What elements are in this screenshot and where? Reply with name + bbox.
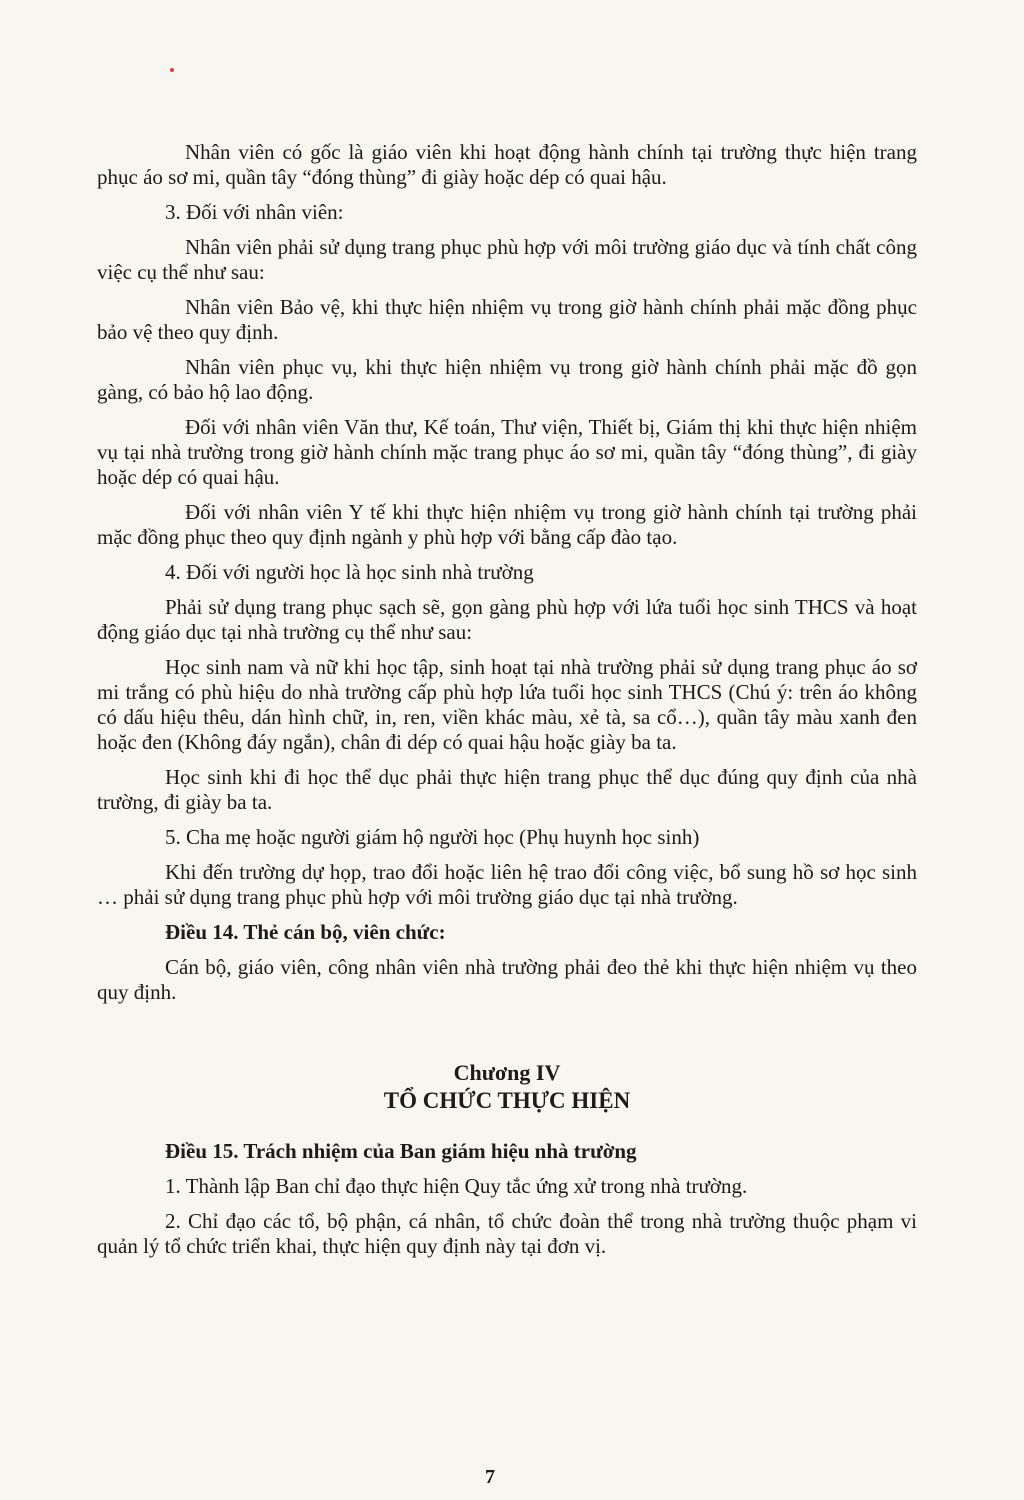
paragraph: Khi đến trường dự họp, trao đổi hoặc liên hệ trao đổi công việc, bổ sung hồ sơ học sinh … phải sử dụng trang phục phù hợp với môi trường giáo dục tại nhà trường. — [97, 860, 917, 909]
section-4-heading: 4. Đối với người học là học sinh nhà trường — [165, 560, 534, 584]
article-14-heading: Điều 14. Thẻ cán bộ, viên chức: — [165, 920, 446, 944]
article-15-heading: Điều 15. Trách nhiệm của Ban giám hiệu nhà trường — [165, 1139, 637, 1163]
paragraph: Học sinh khi đi học thể dục phải thực hiện trang phục thể dục đúng quy định của nhà trường, đi giày ba ta. — [97, 765, 917, 814]
section-5-heading: 5. Cha mẹ hoặc người giám hộ người học (Phụ huynh học sinh) — [165, 825, 700, 849]
paragraph: Học sinh nam và nữ khi học tập, sinh hoạt tại nhà trường phải sử dụng trang phục áo sơ mi trắng có phù hiệu do nhà trường cấp phù hợp lứa tuổi học sinh THCS (Chú ý: trên áo không có dấu hiệu thêu, dán hình chữ, in, ren, viền khác màu, xẻ tà, sa cổ…), quần tây màu xanh đen hoặc đen (Không đáy ngắn), chân đi dép có quai hậu hoặc giày ba ta. — [97, 655, 917, 754]
page-content — [97, 140, 917, 1269]
paragraph: Nhân viên phải sử dụng trang phục phù hợp với môi trường giáo dục và tính chất công việc cụ thể như sau: — [97, 235, 917, 284]
paragraph: Đối với nhân viên Y tế khi thực hiện nhiệm vụ trong giờ hành chính tại trường phải mặc đồng phục theo quy định ngành y phù hợp với bằng cấp đào tạo. — [97, 500, 917, 549]
paragraph: Nhân viên Bảo vệ, khi thực hiện nhiệm vụ trong giờ hành chính phải mặc đồng phục bảo vệ theo quy định. — [97, 295, 917, 344]
article-15-item-2: 2. Chỉ đạo các tổ, bộ phận, cá nhân, tổ chức đoàn thể trong nhà trường thuộc phạm vi quản lý tổ chức triển khai, thực hiện quy định này tại đơn vị. — [97, 1209, 917, 1258]
article-14-body: Cán bộ, giáo viên, công nhân viên nhà trường phải đeo thẻ khi thực hiện nhiệm vụ theo quy định. — [97, 955, 917, 1004]
paragraph: Đối với nhân viên Văn thư, Kế toán, Thư viện, Thiết bị, Giám thị khi thực hiện nhiệm vụ tại nhà trường trong giờ hành chính mặc trang phục áo sơ mi, quần tây “đóng thùng”, đi giày hoặc dép có quai hậu. — [97, 415, 917, 489]
paragraph: Nhân viên có gốc là giáo viên khi hoạt động hành chính tại trường thực hiện trang phục áo sơ mi, quần tây “đóng thùng” đi giày hoặc dép có quai hậu. — [97, 140, 917, 189]
chapter-number: Chương IV — [453, 1060, 561, 1085]
paragraph: Phải sử dụng trang phục sạch sẽ, gọn gàng phù hợp với lứa tuổi học sinh THCS và hoạt động giáo dục tại nhà trường cụ thể như sau: — [97, 595, 917, 644]
chapter-heading — [97, 1059, 917, 1115]
paragraph: Nhân viên phục vụ, khi thực hiện nhiệm vụ trong giờ hành chính phải mặc đồ gọn gàng, có bảo hộ lao động. — [97, 355, 917, 404]
ink-speck — [170, 68, 174, 72]
section-3-heading: 3. Đối với nhân viên: — [165, 200, 344, 224]
page-number: 7 — [485, 1466, 495, 1488]
chapter-title: TỔ CHỨC THỰC HIỆN — [383, 1088, 631, 1113]
article-15-item-1: 1. Thành lập Ban chỉ đạo thực hiện Quy tắc ứng xử trong nhà trường. — [165, 1174, 748, 1198]
